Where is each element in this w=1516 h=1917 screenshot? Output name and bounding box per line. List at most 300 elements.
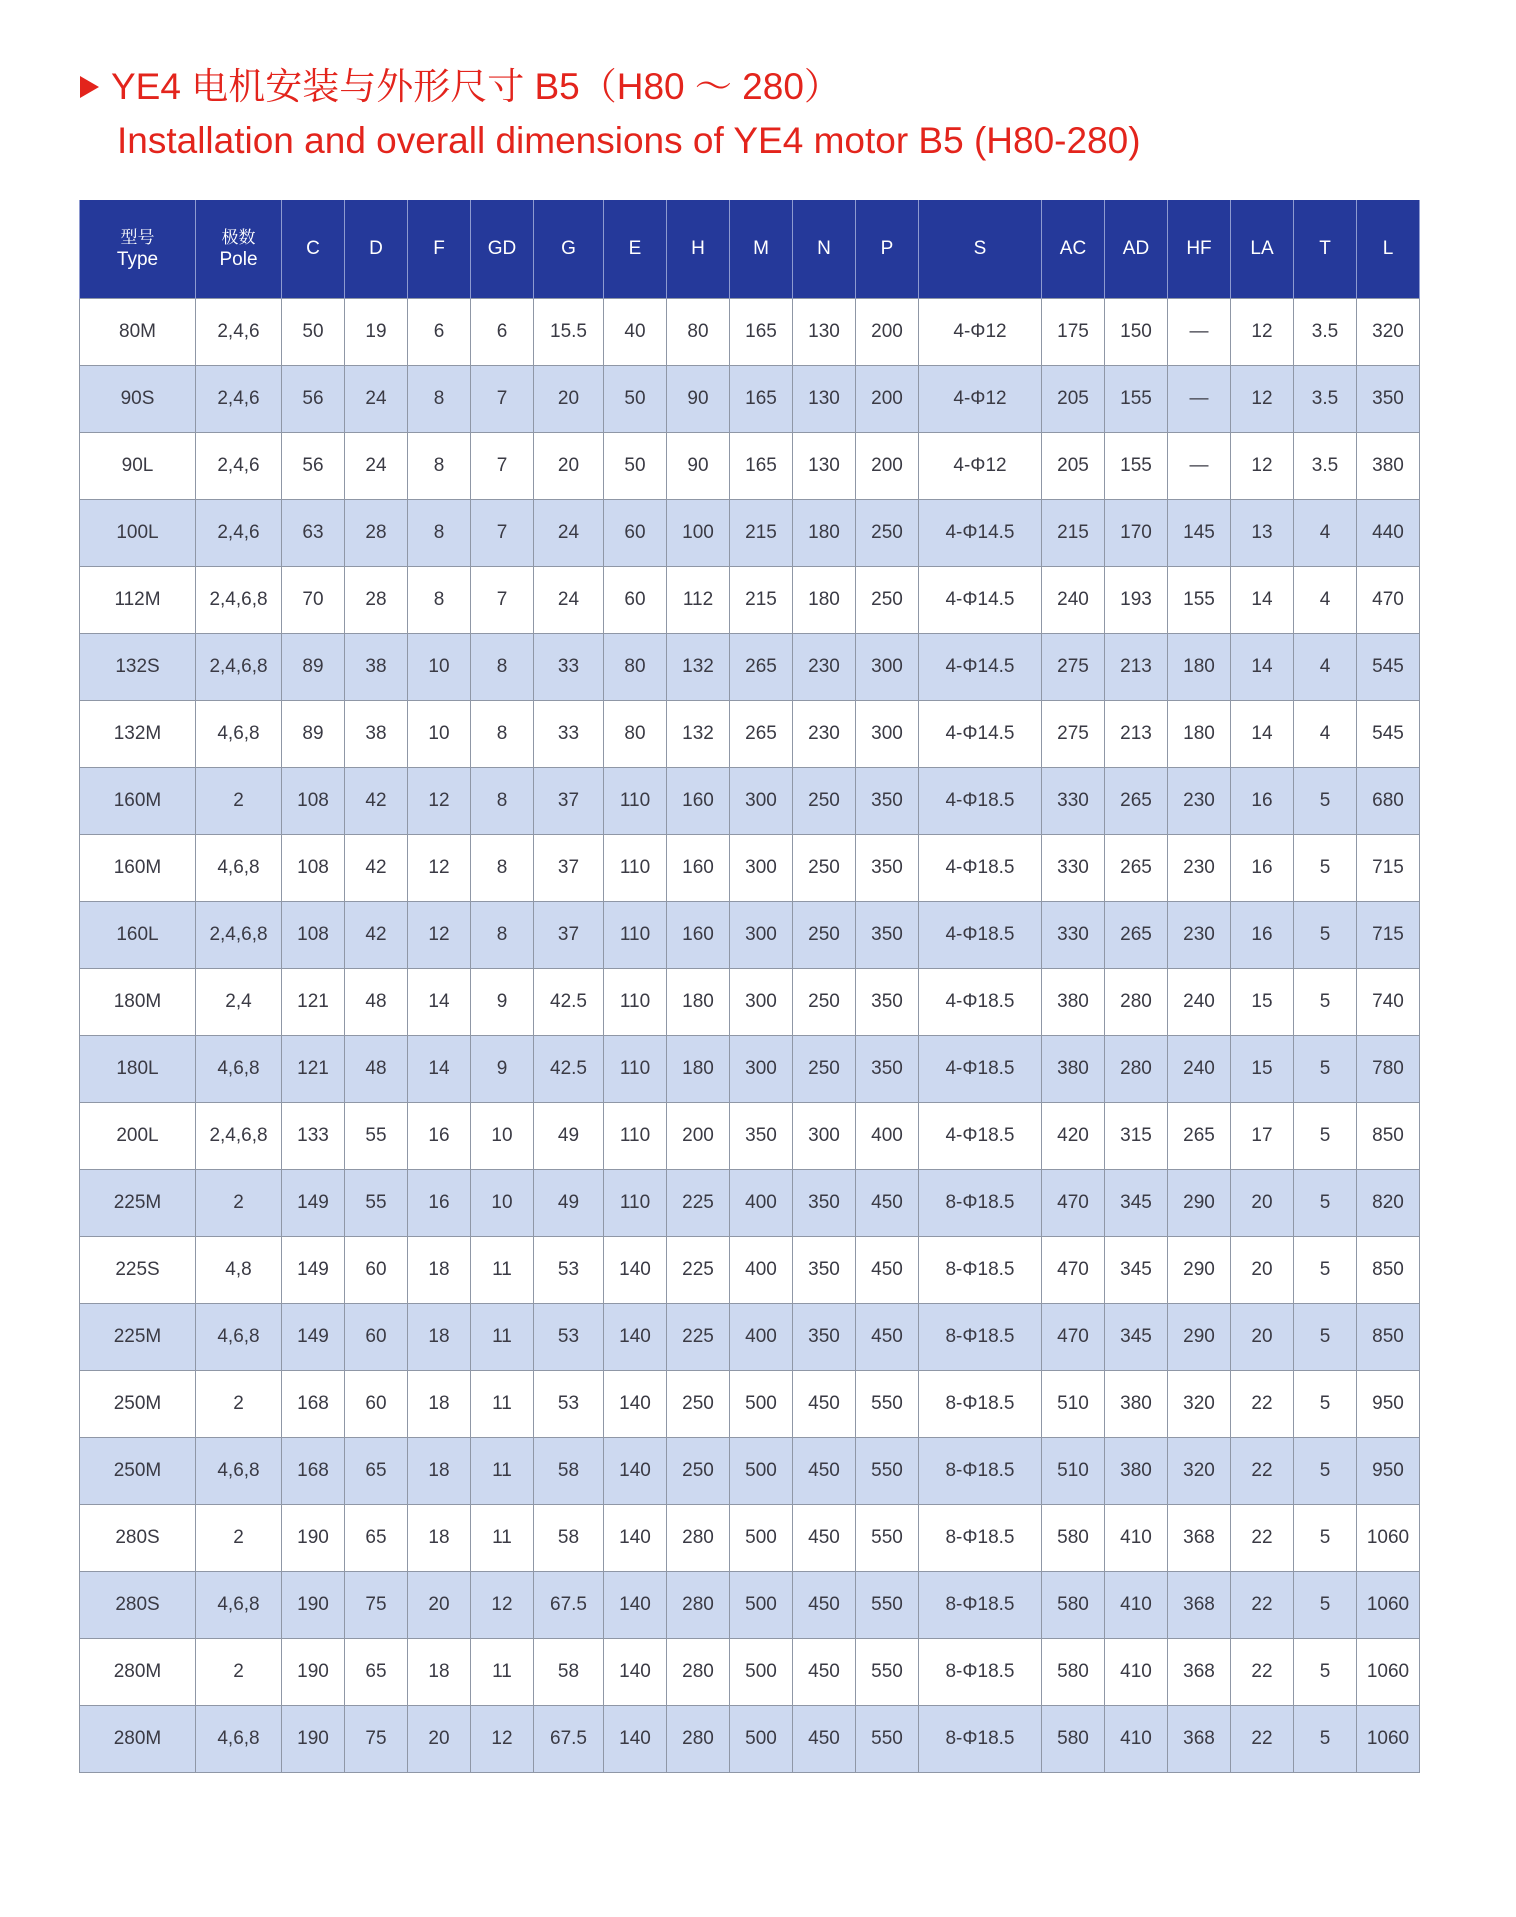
table-cell: 5 — [1294, 902, 1357, 969]
table-cell: 5 — [1294, 1237, 1357, 1304]
column-header — [196, 200, 282, 299]
table-cell: 470 — [1357, 567, 1420, 634]
table-cell: 330 — [1042, 768, 1105, 835]
table-cell: 22 — [1231, 1438, 1294, 1505]
table-cell: 7 — [471, 433, 534, 500]
table-cell: 240 — [1168, 969, 1231, 1036]
table-cell: 110 — [604, 1103, 667, 1170]
column-header — [667, 200, 730, 299]
column-header — [345, 200, 408, 299]
table-cell: 350 — [793, 1237, 856, 1304]
table-cell: 8 — [471, 701, 534, 768]
table-cell: 500 — [730, 1371, 793, 1438]
table-cell: 265 — [1105, 768, 1168, 835]
table-cell: 33 — [534, 701, 604, 768]
table-cell: 4-Φ14.5 — [919, 567, 1042, 634]
table-cell: 60 — [604, 567, 667, 634]
table-cell: 450 — [793, 1572, 856, 1639]
table-cell: 20 — [534, 366, 604, 433]
table-cell: 280M — [80, 1706, 196, 1773]
table-cell: 145 — [1168, 500, 1231, 567]
table-cell: 4-Φ18.5 — [919, 768, 1042, 835]
table-cell: 780 — [1357, 1036, 1420, 1103]
table-cell: 320 — [1168, 1438, 1231, 1505]
table-cell: 225 — [667, 1304, 730, 1371]
table-cell: 240 — [1168, 1036, 1231, 1103]
table-cell: 345 — [1105, 1170, 1168, 1237]
title-en: Installation and overall dimensions of YE4 motor B5 (H80-280) — [117, 120, 1141, 161]
column-header-en: GD — [487, 238, 517, 259]
table-cell: 75 — [345, 1572, 408, 1639]
table-cell: 550 — [856, 1438, 919, 1505]
table-cell: 410 — [1105, 1572, 1168, 1639]
table-cell: 545 — [1357, 634, 1420, 701]
table-cell: 24 — [345, 366, 408, 433]
table-cell: 320 — [1357, 299, 1420, 366]
table-cell: 150 — [1105, 299, 1168, 366]
table-cell: 180 — [1168, 634, 1231, 701]
table-cell: 40 — [604, 299, 667, 366]
table-cell: 290 — [1168, 1237, 1231, 1304]
table-cell: 9 — [471, 1036, 534, 1103]
table-cell: 175 — [1042, 299, 1105, 366]
table-cell: 213 — [1105, 701, 1168, 768]
table-cell: 4,6,8 — [196, 1706, 282, 1773]
table-cell: 450 — [793, 1505, 856, 1572]
table-cell: 160L — [80, 902, 196, 969]
table-cell: 55 — [345, 1103, 408, 1170]
table-cell: 300 — [856, 634, 919, 701]
table-cell: 58 — [534, 1639, 604, 1706]
table-cell: 225S — [80, 1237, 196, 1304]
table-cell: 345 — [1105, 1237, 1168, 1304]
table-cell: 300 — [730, 902, 793, 969]
table-row — [80, 1304, 1420, 1371]
table-cell: 108 — [282, 902, 345, 969]
table-row — [80, 902, 1420, 969]
table-cell: 5 — [1294, 1170, 1357, 1237]
table-cell: 350 — [856, 1036, 919, 1103]
column-header — [80, 200, 196, 299]
table-row — [80, 1572, 1420, 1639]
table-cell: 11 — [471, 1237, 534, 1304]
table-cell: 4-Φ12 — [919, 366, 1042, 433]
table-cell: 400 — [730, 1170, 793, 1237]
table-cell: 37 — [534, 835, 604, 902]
table-cell: 450 — [856, 1237, 919, 1304]
table-cell: 550 — [856, 1706, 919, 1773]
table-row — [80, 1706, 1420, 1773]
table-cell: 16 — [1231, 835, 1294, 902]
table-cell: 160 — [667, 835, 730, 902]
table-cell: 280 — [1105, 969, 1168, 1036]
table-cell: 28 — [345, 500, 408, 567]
table-cell: 400 — [856, 1103, 919, 1170]
table-cell: 53 — [534, 1304, 604, 1371]
table-cell: 250 — [793, 1036, 856, 1103]
table-cell: 12 — [471, 1706, 534, 1773]
table-cell: 215 — [730, 567, 793, 634]
table-cell: 2,4,6 — [196, 433, 282, 500]
table-cell: 510 — [1042, 1371, 1105, 1438]
table-cell: 110 — [604, 768, 667, 835]
table-cell: 18 — [408, 1304, 471, 1371]
table-cell: 9 — [471, 969, 534, 1036]
table-cell: 250M — [80, 1371, 196, 1438]
table-cell: 17 — [1231, 1103, 1294, 1170]
table-cell: 140 — [604, 1304, 667, 1371]
table-cell: 170 — [1105, 500, 1168, 567]
column-header — [408, 200, 471, 299]
table-cell: 80M — [80, 299, 196, 366]
table-cell: 108 — [282, 768, 345, 835]
table-cell: 133 — [282, 1103, 345, 1170]
table-cell: 4-Φ18.5 — [919, 1036, 1042, 1103]
table-cell: 850 — [1357, 1304, 1420, 1371]
table-cell: 4-Φ18.5 — [919, 969, 1042, 1036]
column-header-en: Type — [116, 249, 159, 270]
table-cell: 14 — [408, 969, 471, 1036]
table-cell: 18 — [408, 1505, 471, 1572]
table-cell: 450 — [856, 1170, 919, 1237]
column-header — [534, 200, 604, 299]
column-header — [730, 200, 793, 299]
table-cell: 250 — [667, 1438, 730, 1505]
table-cell: 19 — [345, 299, 408, 366]
table-cell: 12 — [1231, 366, 1294, 433]
table-cell: 110 — [604, 1170, 667, 1237]
table-cell: 1060 — [1357, 1706, 1420, 1773]
column-header-en: F — [433, 238, 445, 259]
table-cell: 67.5 — [534, 1572, 604, 1639]
table-cell: 42.5 — [534, 969, 604, 1036]
table-cell: 4-Φ12 — [919, 433, 1042, 500]
table-cell: 205 — [1042, 433, 1105, 500]
table-cell: 8 — [471, 768, 534, 835]
table-cell: 58 — [534, 1505, 604, 1572]
table-cell: 50 — [604, 433, 667, 500]
table-cell: 300 — [730, 1036, 793, 1103]
table-cell: 112M — [80, 567, 196, 634]
table-cell: 320 — [1168, 1371, 1231, 1438]
table-cell: 2 — [196, 1639, 282, 1706]
table-cell: 20 — [1231, 1304, 1294, 1371]
table-cell: 16 — [408, 1103, 471, 1170]
table-cell: — — [1168, 433, 1231, 500]
table-cell: 380 — [1105, 1438, 1168, 1505]
table-cell: 11 — [471, 1639, 534, 1706]
table-cell: 132M — [80, 701, 196, 768]
table-row — [80, 1103, 1420, 1170]
table-cell: 5 — [1294, 1103, 1357, 1170]
table-cell: 60 — [345, 1371, 408, 1438]
table-cell: 67.5 — [534, 1706, 604, 1773]
table-cell: 5 — [1294, 1438, 1357, 1505]
table-cell: 250 — [793, 902, 856, 969]
table-cell: 130 — [793, 433, 856, 500]
table-cell: 230 — [793, 634, 856, 701]
table-cell: 18 — [408, 1237, 471, 1304]
table-cell: 12 — [408, 902, 471, 969]
table-cell: 4,6,8 — [196, 701, 282, 768]
table-cell: 38 — [345, 634, 408, 701]
table-cell: 121 — [282, 1036, 345, 1103]
table-cell: 300 — [730, 969, 793, 1036]
table-cell: 410 — [1105, 1706, 1168, 1773]
table-cell: 250 — [793, 969, 856, 1036]
table-cell: 22 — [1231, 1706, 1294, 1773]
table-cell: 2,4,6,8 — [196, 902, 282, 969]
table-cell: 2 — [196, 1505, 282, 1572]
table-cell: 89 — [282, 634, 345, 701]
table-cell: 225M — [80, 1170, 196, 1237]
table-cell: 550 — [856, 1572, 919, 1639]
column-header — [1168, 200, 1231, 299]
table-cell: 65 — [345, 1505, 408, 1572]
table-cell: 5 — [1294, 1706, 1357, 1773]
table-cell: 18 — [408, 1371, 471, 1438]
table-cell: 500 — [730, 1639, 793, 1706]
table-cell: 200 — [856, 366, 919, 433]
table-cell: 280 — [667, 1706, 730, 1773]
table-cell: 49 — [534, 1170, 604, 1237]
table-cell: 180 — [793, 567, 856, 634]
table-cell: 5 — [1294, 1036, 1357, 1103]
table-cell: 20 — [534, 433, 604, 500]
table-cell: 132S — [80, 634, 196, 701]
table-cell: 20 — [408, 1572, 471, 1639]
table-cell: 450 — [793, 1438, 856, 1505]
table-cell: 8-Φ18.5 — [919, 1438, 1042, 1505]
table-cell: 8 — [408, 433, 471, 500]
table-cell: 740 — [1357, 969, 1420, 1036]
table-cell: 470 — [1042, 1170, 1105, 1237]
table-cell: 80 — [667, 299, 730, 366]
table-cell: 450 — [793, 1706, 856, 1773]
table-row — [80, 701, 1420, 768]
table-cell: 950 — [1357, 1438, 1420, 1505]
table-cell: 38 — [345, 701, 408, 768]
table-cell: 18 — [408, 1639, 471, 1706]
table-cell: 160M — [80, 835, 196, 902]
table-cell: 215 — [730, 500, 793, 567]
table-cell: 4-Φ14.5 — [919, 500, 1042, 567]
table-cell: 4,8 — [196, 1237, 282, 1304]
table-cell: 280 — [667, 1572, 730, 1639]
table-cell: 155 — [1168, 567, 1231, 634]
table-cell: 12 — [408, 768, 471, 835]
table-cell: 350 — [856, 768, 919, 835]
table-cell: 1060 — [1357, 1505, 1420, 1572]
column-header — [1105, 200, 1168, 299]
column-header — [282, 200, 345, 299]
table-cell: 10 — [408, 634, 471, 701]
table-cell: 13 — [1231, 500, 1294, 567]
table-cell: 4-Φ18.5 — [919, 902, 1042, 969]
table-row — [80, 1170, 1420, 1237]
table-cell: 8-Φ18.5 — [919, 1304, 1042, 1371]
table-cell: 290 — [1168, 1304, 1231, 1371]
table-cell: 380 — [1105, 1371, 1168, 1438]
table-cell: 22 — [1231, 1639, 1294, 1706]
table-cell: 400 — [730, 1304, 793, 1371]
table-cell: 470 — [1042, 1304, 1105, 1371]
table-cell: 280 — [667, 1639, 730, 1706]
table-cell: 53 — [534, 1237, 604, 1304]
column-header-en: D — [369, 238, 383, 259]
table-cell: 8-Φ18.5 — [919, 1505, 1042, 1572]
column-header — [1042, 200, 1105, 299]
table-cell: 15 — [1231, 1036, 1294, 1103]
table-cell: 5 — [1294, 1505, 1357, 1572]
table-cell: 850 — [1357, 1103, 1420, 1170]
table-cell: 5 — [1294, 1572, 1357, 1639]
table-cell: 8 — [408, 366, 471, 433]
table-cell: 180 — [1168, 701, 1231, 768]
table-cell: 14 — [408, 1036, 471, 1103]
table-cell: 1060 — [1357, 1572, 1420, 1639]
table-cell: 22 — [1231, 1505, 1294, 1572]
table-cell: 180L — [80, 1036, 196, 1103]
table-cell: 130 — [793, 366, 856, 433]
table-cell: 350 — [856, 969, 919, 1036]
table-cell: 280S — [80, 1572, 196, 1639]
table-cell: 265 — [730, 701, 793, 768]
table-cell: 4,6,8 — [196, 1572, 282, 1639]
table-cell: 4-Φ14.5 — [919, 701, 1042, 768]
table-cell: 48 — [345, 1036, 408, 1103]
table-row — [80, 1036, 1420, 1103]
table-row — [80, 500, 1420, 567]
table-cell: 180 — [667, 969, 730, 1036]
table-cell: 200 — [856, 299, 919, 366]
table-cell: 8 — [408, 500, 471, 567]
table-cell: 56 — [282, 433, 345, 500]
table-cell: 350 — [856, 902, 919, 969]
table-cell: 250M — [80, 1438, 196, 1505]
table-header — [80, 200, 1420, 299]
table-cell: 4 — [1294, 567, 1357, 634]
table-row — [80, 1505, 1420, 1572]
table-row — [80, 433, 1420, 500]
table-row — [80, 969, 1420, 1036]
table-cell: 2 — [196, 1371, 282, 1438]
table-cell: 680 — [1357, 768, 1420, 835]
table-cell: 10 — [408, 701, 471, 768]
table-row — [80, 567, 1420, 634]
table-cell: 380 — [1357, 433, 1420, 500]
table-cell: 15 — [1231, 969, 1294, 1036]
table-cell: 368 — [1168, 1572, 1231, 1639]
table-cell: 8-Φ18.5 — [919, 1170, 1042, 1237]
table-cell: — — [1168, 366, 1231, 433]
table-cell: 280 — [1105, 1036, 1168, 1103]
table-cell: 420 — [1042, 1103, 1105, 1170]
table-cell: 225 — [667, 1237, 730, 1304]
table-cell: 580 — [1042, 1706, 1105, 1773]
table-cell: 2,4 — [196, 969, 282, 1036]
column-header-en: P — [880, 238, 894, 259]
table-row — [80, 1237, 1420, 1304]
table-cell: 160 — [667, 768, 730, 835]
table-cell: 110 — [604, 902, 667, 969]
table-cell: 315 — [1105, 1103, 1168, 1170]
table-cell: 8-Φ18.5 — [919, 1639, 1042, 1706]
table-cell: 350 — [1357, 366, 1420, 433]
table-cell: 280S — [80, 1505, 196, 1572]
table-cell: 6 — [408, 299, 471, 366]
table-cell: 2,4,6 — [196, 366, 282, 433]
table-cell: 180 — [667, 1036, 730, 1103]
table-cell: 580 — [1042, 1572, 1105, 1639]
table-cell: 5 — [1294, 1304, 1357, 1371]
table-cell: 500 — [730, 1706, 793, 1773]
table-cell: 545 — [1357, 701, 1420, 768]
table-cell: 165 — [730, 433, 793, 500]
table-cell: 213 — [1105, 634, 1168, 701]
table-cell: 14 — [1231, 701, 1294, 768]
table-cell: 8 — [408, 567, 471, 634]
table-cell: 14 — [1231, 634, 1294, 701]
table-cell: 37 — [534, 768, 604, 835]
table-cell: 350 — [730, 1103, 793, 1170]
table-row — [80, 634, 1420, 701]
table-cell: 20 — [1231, 1237, 1294, 1304]
column-header — [471, 200, 534, 299]
table-cell: 470 — [1042, 1237, 1105, 1304]
table-cell: 8 — [471, 634, 534, 701]
table-cell: 8-Φ18.5 — [919, 1572, 1042, 1639]
table-cell: 60 — [345, 1304, 408, 1371]
column-header-en: M — [753, 238, 769, 259]
table-cell: 140 — [604, 1438, 667, 1505]
table-cell: 850 — [1357, 1237, 1420, 1304]
table-cell: 110 — [604, 1036, 667, 1103]
table-cell: 240 — [1042, 567, 1105, 634]
table-cell: 510 — [1042, 1438, 1105, 1505]
table-cell: 42 — [345, 835, 408, 902]
table-cell: 90L — [80, 433, 196, 500]
table-cell: 580 — [1042, 1639, 1105, 1706]
table-cell: 225 — [667, 1170, 730, 1237]
table-cell: 160M — [80, 768, 196, 835]
table-cell: 4-Φ18.5 — [919, 1103, 1042, 1170]
table-cell: 165 — [730, 366, 793, 433]
table-cell: 300 — [730, 768, 793, 835]
table-cell: 280M — [80, 1639, 196, 1706]
table-cell: 450 — [793, 1639, 856, 1706]
dimensions-table — [79, 200, 1420, 1773]
table-cell: 265 — [1168, 1103, 1231, 1170]
table-cell: 180M — [80, 969, 196, 1036]
table-cell: 12 — [1231, 433, 1294, 500]
table-cell: 140 — [604, 1706, 667, 1773]
table-cell: 380 — [1042, 1036, 1105, 1103]
table-cell: 275 — [1042, 701, 1105, 768]
table-cell: 300 — [730, 835, 793, 902]
table-cell: 58 — [534, 1438, 604, 1505]
table-cell: 16 — [408, 1170, 471, 1237]
table-cell: 50 — [282, 299, 345, 366]
table-cell: 265 — [1105, 902, 1168, 969]
table-cell: 715 — [1357, 835, 1420, 902]
table-cell: 1060 — [1357, 1639, 1420, 1706]
table-cell: 265 — [1105, 835, 1168, 902]
table-cell: 2,4,6 — [196, 500, 282, 567]
table-cell: 230 — [1168, 768, 1231, 835]
table-cell: 60 — [604, 500, 667, 567]
table-cell: 7 — [471, 500, 534, 567]
